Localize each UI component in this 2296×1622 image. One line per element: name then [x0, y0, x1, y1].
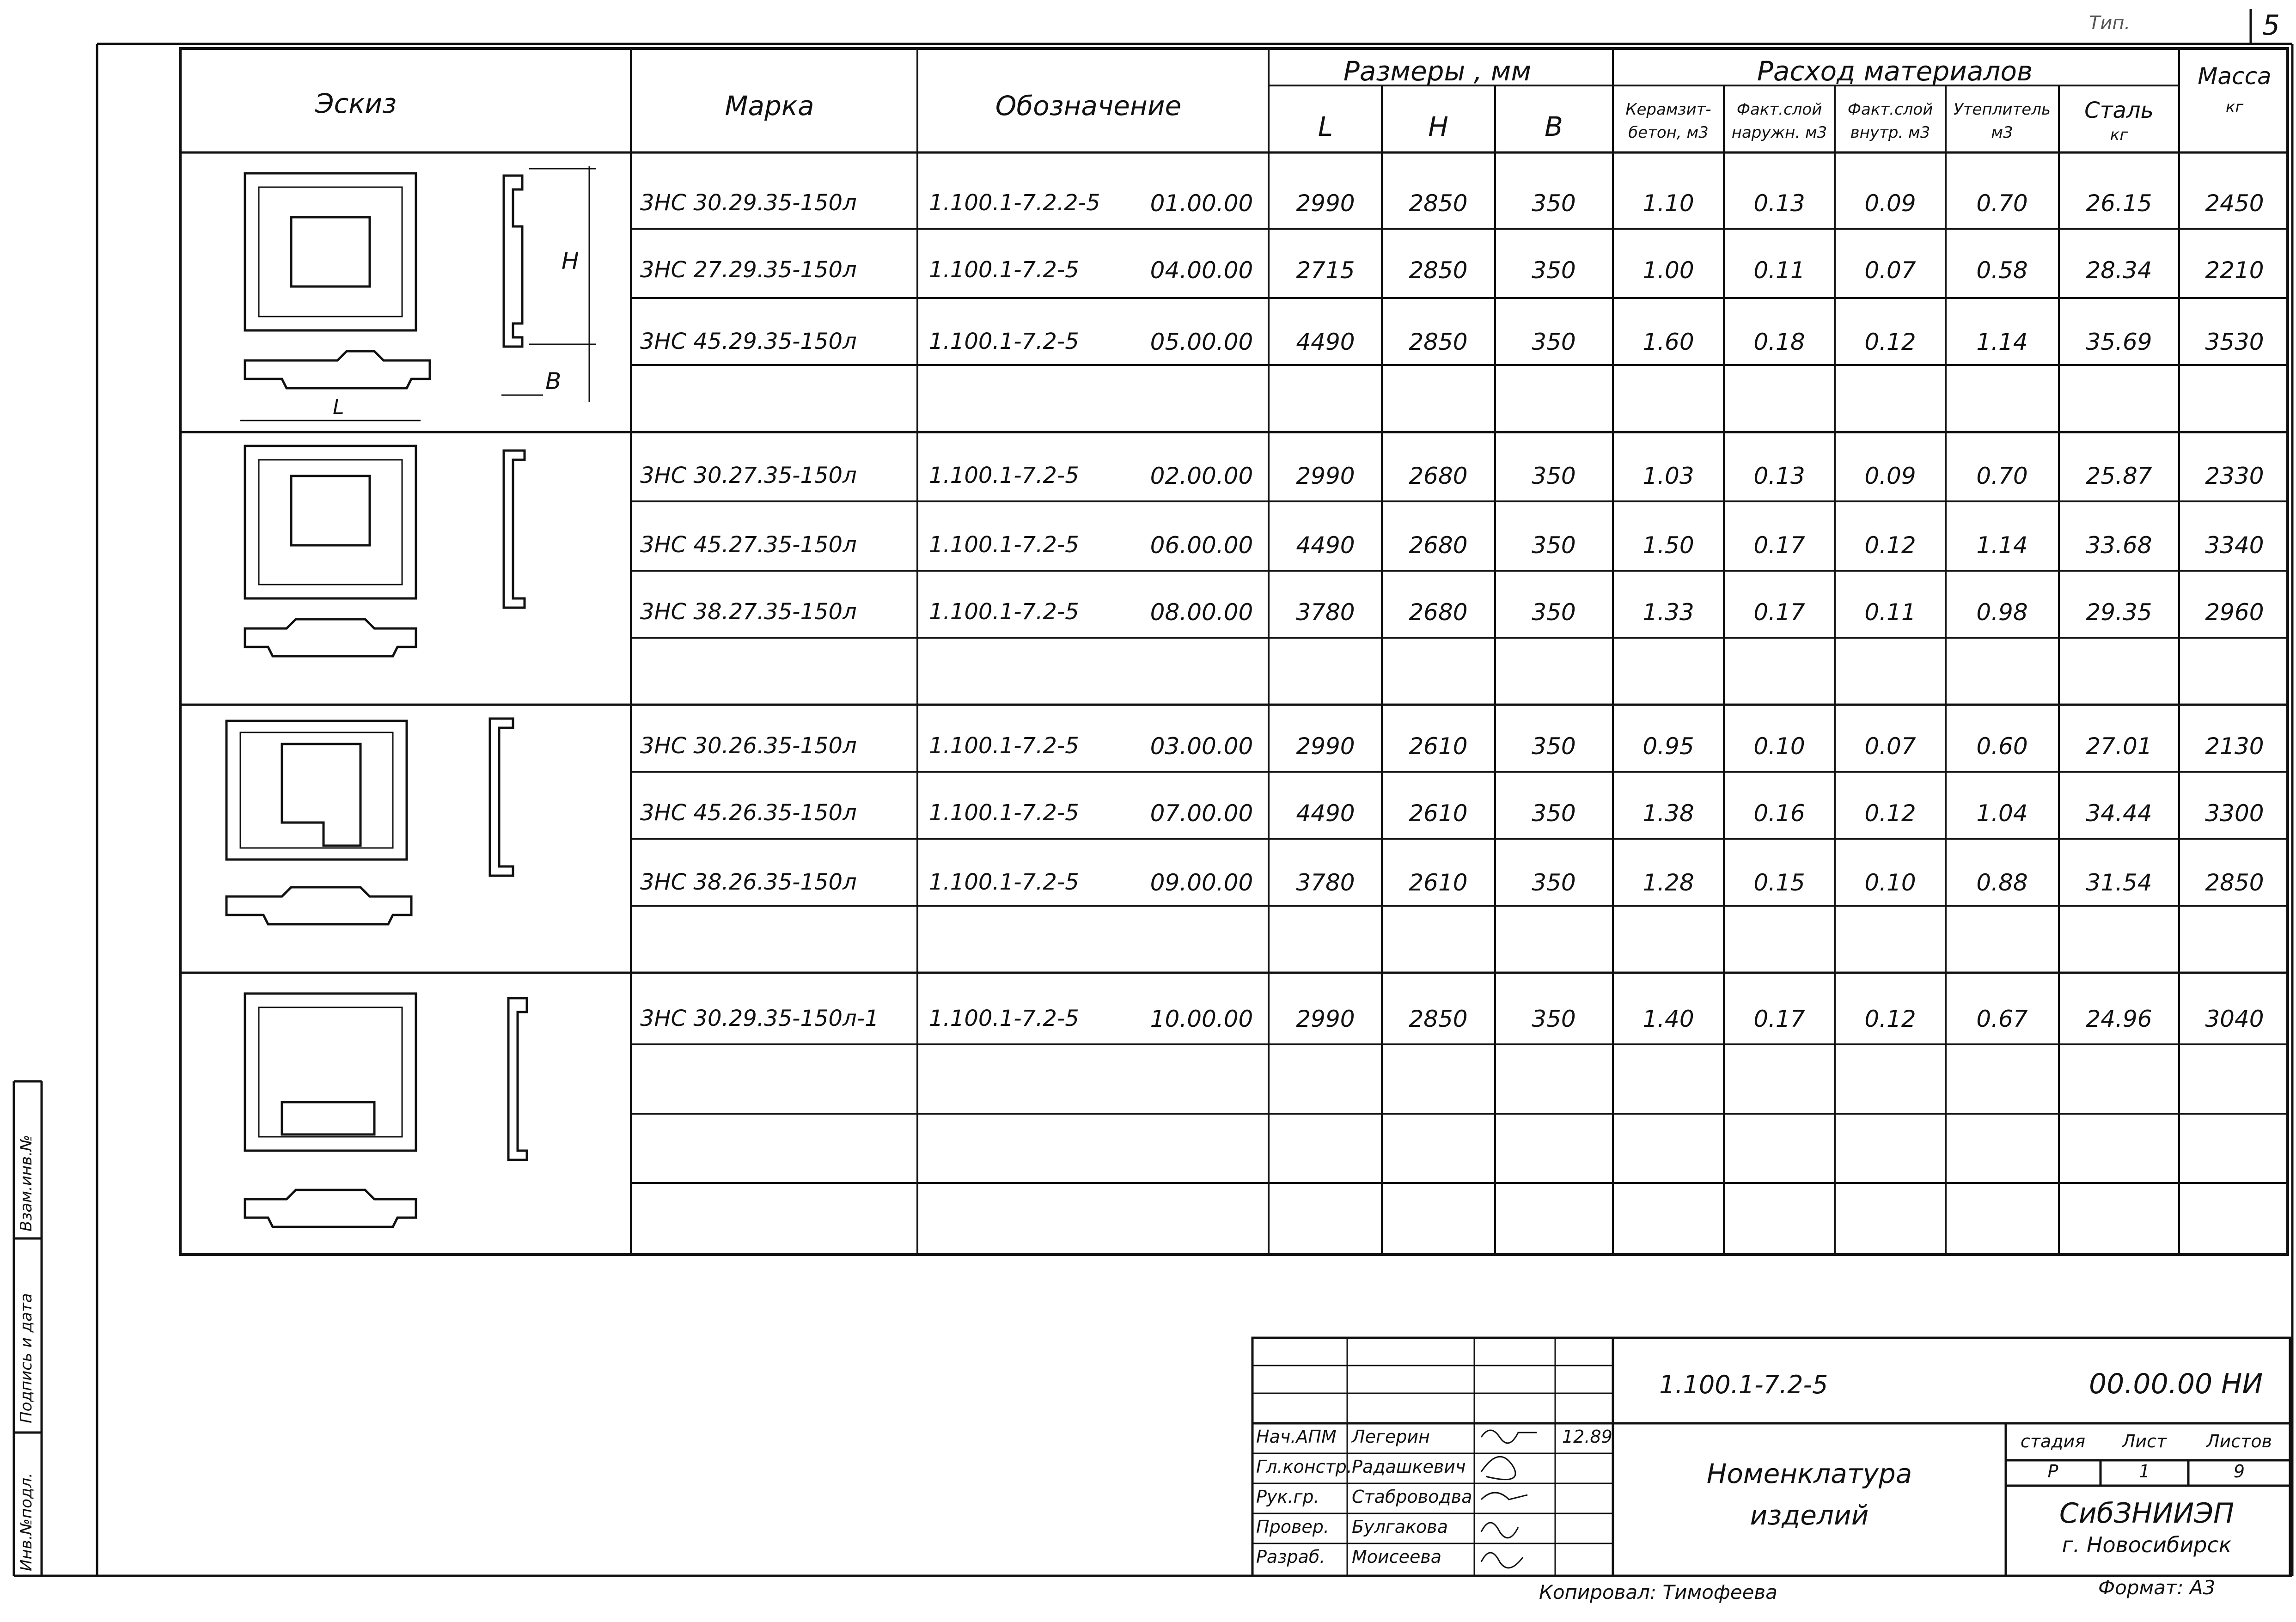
cell-mark: 3НС 45.29.35-150л — [640, 329, 857, 354]
cell-ut: 0.67 — [1976, 1006, 2028, 1032]
cell-ut: 1.14 — [1976, 329, 2028, 355]
cell-fn: 0.17 — [1753, 599, 1805, 626]
cell-B: 350 — [1532, 463, 1576, 489]
cell-L: 2990 — [1296, 463, 1355, 489]
cell-H: 2610 — [1409, 733, 1468, 760]
header-insul-2: м3 — [1991, 123, 2013, 142]
cell-code: 05.00.00 — [1150, 329, 1253, 355]
header-mark: Марка — [725, 90, 814, 122]
copied-by: Копировал: Тимофеева — [1539, 1581, 1777, 1604]
cell-st: 25.87 — [2086, 463, 2152, 489]
cell-fv: 0.12 — [1864, 329, 1916, 355]
stage-label: стадия — [2020, 1431, 2086, 1451]
cell-L: 4490 — [1296, 800, 1355, 827]
cell-B: 350 — [1532, 599, 1576, 626]
cell-code: 07.00.00 — [1150, 800, 1253, 827]
cell-ut: 0.58 — [1976, 257, 2028, 284]
cell-fn: 0.18 — [1753, 329, 1805, 355]
cell-ut: 0.88 — [1976, 869, 2028, 896]
cell-code: 06.00.00 — [1150, 532, 1253, 559]
title-line2: изделий — [1750, 1500, 1869, 1531]
signer-role: Разраб. — [1256, 1547, 1325, 1567]
cell-st: 33.68 — [2086, 532, 2152, 559]
cell-fv: 0.07 — [1864, 257, 1916, 284]
cell-des: 1.100.1-7.2-5 — [929, 800, 1079, 826]
cell-mark: 3НС 30.27.35-150л — [640, 463, 857, 488]
header-steel-2: кг — [2110, 126, 2128, 144]
header-mass-1: Масса — [2198, 63, 2272, 90]
sheets-label: Листов — [2206, 1431, 2272, 1451]
cell-des: 1.100.1-7.2-5 — [929, 532, 1079, 558]
cell-ms: 2850 — [2205, 869, 2264, 896]
cell-mark: 3НС 45.27.35-150л — [640, 532, 857, 558]
cell-des: 1.100.1-7.2-5 — [929, 1006, 1079, 1031]
cell-B: 350 — [1532, 733, 1576, 760]
sheet-value: 1 — [2138, 1461, 2150, 1482]
cell-ms: 3530 — [2205, 329, 2264, 355]
signer-role: Гл.констр. — [1256, 1457, 1352, 1477]
signer-name: Стаброводва — [1352, 1487, 1472, 1507]
cell-ms: 2960 — [2205, 599, 2264, 626]
signature-date: 12.89 — [1562, 1427, 1612, 1447]
header-materials: Расход материалов — [1757, 55, 2033, 87]
cell-ms: 2330 — [2205, 463, 2264, 489]
cell-st: 26.15 — [2086, 190, 2152, 217]
stage-value: Р — [2047, 1461, 2058, 1482]
cell-L: 4490 — [1296, 532, 1355, 559]
cell-L: 2715 — [1296, 257, 1355, 284]
cell-L: 2990 — [1296, 1006, 1355, 1032]
side-vzam: Взам.инв.№ — [17, 1134, 36, 1232]
cell-mark: 3НС 30.29.35-150л-1 — [640, 1006, 879, 1031]
header-dim-l: L — [1318, 111, 1333, 142]
cell-st: 28.34 — [2086, 257, 2152, 284]
cell-B: 350 — [1532, 1006, 1576, 1032]
cell-kb: 1.40 — [1643, 1006, 1694, 1032]
cell-mark: 3НС 30.26.35-150л — [640, 733, 857, 759]
signer-role: Нач.АПМ — [1256, 1427, 1337, 1447]
cell-fn: 0.11 — [1753, 257, 1805, 284]
cell-kb: 1.38 — [1643, 800, 1694, 827]
cell-H: 2850 — [1409, 257, 1468, 284]
cell-kb: 0.95 — [1643, 733, 1694, 760]
doc-code: 1.100.1-7.2-5 — [1659, 1370, 1828, 1399]
cell-st: 27.01 — [2086, 733, 2152, 760]
cell-kb: 1.33 — [1643, 599, 1694, 626]
header-keramzit-1: Керамзит- — [1625, 100, 1711, 119]
cell-B: 350 — [1532, 800, 1576, 827]
cell-des: 1.100.1-7.2-5 — [929, 463, 1079, 488]
cell-H: 2680 — [1409, 463, 1468, 489]
cell-kb: 1.28 — [1643, 869, 1694, 896]
cell-ut: 1.14 — [1976, 532, 2028, 559]
cell-H: 2850 — [1409, 329, 1468, 355]
cell-fv: 0.10 — [1864, 869, 1916, 896]
cell-des: 1.100.1-7.2.2-5 — [929, 190, 1100, 216]
cell-B: 350 — [1532, 329, 1576, 355]
cell-code: 08.00.00 — [1150, 599, 1253, 626]
cell-ut: 0.98 — [1976, 599, 2028, 626]
cell-fv: 0.12 — [1864, 532, 1916, 559]
cell-fn: 0.16 — [1753, 800, 1805, 827]
cell-mark: 3НС 38.26.35-150л — [640, 869, 857, 895]
sheet-code: 00.00.00 НИ — [2089, 1368, 2263, 1400]
sketch-label-l: L — [333, 396, 344, 419]
cell-kb: 1.10 — [1643, 190, 1694, 217]
header-steel-1: Сталь — [2084, 98, 2154, 123]
cell-L: 4490 — [1296, 329, 1355, 355]
signer-name: Радашкевич — [1352, 1457, 1466, 1477]
cell-ut: 0.70 — [1976, 463, 2028, 489]
cell-kb: 1.03 — [1643, 463, 1694, 489]
cell-ms: 3300 — [2205, 800, 2264, 827]
cell-st: 31.54 — [2086, 869, 2152, 896]
signer-name: Моисеева — [1352, 1547, 1442, 1567]
cell-fn: 0.10 — [1753, 733, 1805, 760]
cell-ms: 2130 — [2205, 733, 2264, 760]
cell-code: 03.00.00 — [1150, 733, 1253, 760]
side-podpis: Подпись и дата — [17, 1293, 36, 1423]
cell-des: 1.100.1-7.2-5 — [929, 733, 1079, 759]
header-fakt-vn-1: Факт.слой — [1847, 100, 1933, 119]
cell-L: 2990 — [1296, 190, 1355, 217]
cell-st: 24.96 — [2086, 1006, 2152, 1032]
cell-L: 3780 — [1296, 599, 1355, 626]
cell-B: 350 — [1532, 532, 1576, 559]
signer-role: Рук.гр. — [1256, 1487, 1319, 1507]
org-city: г. Новосибирск — [2062, 1532, 2232, 1557]
signer-name: Булгакова — [1352, 1517, 1448, 1537]
sketch-label-h: H — [562, 248, 579, 274]
cell-fn: 0.13 — [1753, 190, 1805, 217]
sketch-label-b: B — [545, 368, 562, 395]
cell-fv: 0.09 — [1864, 190, 1916, 217]
sheet-label: Лист — [2122, 1431, 2167, 1451]
cell-code: 01.00.00 — [1150, 190, 1253, 217]
cell-fv: 0.07 — [1864, 733, 1916, 760]
cell-H: 2680 — [1409, 599, 1468, 626]
signer-name: Легерин — [1352, 1427, 1430, 1447]
cell-B: 350 — [1532, 190, 1576, 217]
cell-code: 10.00.00 — [1150, 1006, 1253, 1032]
title-line1: Номенклатура — [1706, 1458, 1912, 1489]
cell-ut: 0.60 — [1976, 733, 2028, 760]
cell-H: 2610 — [1409, 869, 1468, 896]
header-fakt-nar-2: наружн. м3 — [1731, 123, 1827, 142]
header-fakt-nar-1: Факт.слой — [1736, 100, 1822, 119]
cell-mark: 3НС 45.26.35-150л — [640, 800, 857, 826]
header-dim-h: H — [1428, 111, 1448, 142]
cell-ut: 0.70 — [1976, 190, 2028, 217]
cell-fv: 0.12 — [1864, 1006, 1916, 1032]
cell-H: 2610 — [1409, 800, 1468, 827]
sheet-number: 5 — [2262, 9, 2280, 42]
cell-H: 2680 — [1409, 532, 1468, 559]
cell-des: 1.100.1-7.2-5 — [929, 599, 1079, 625]
cell-H: 2850 — [1409, 1006, 1468, 1032]
cell-B: 350 — [1532, 869, 1576, 896]
header-fakt-vn-2: внутр. м3 — [1850, 123, 1930, 142]
cell-ms: 2210 — [2205, 257, 2264, 284]
cell-code: 02.00.00 — [1150, 463, 1253, 489]
header-mass-2: кг — [2225, 98, 2244, 116]
cell-code: 04.00.00 — [1150, 257, 1253, 284]
cell-ms: 2450 — [2205, 190, 2264, 217]
header-dimensions: Размеры , мм — [1343, 55, 1532, 87]
header-insul-1: Утеплитель — [1954, 100, 2051, 119]
org-name: СибЗНИИЭП — [2059, 1497, 2235, 1530]
header-keramzit-2: бетон, м3 — [1628, 123, 1709, 142]
cell-kb: 1.00 — [1643, 257, 1694, 284]
corner-note: Тип. — [2089, 12, 2131, 34]
cell-kb: 1.60 — [1643, 329, 1694, 355]
format: Формат: А3 — [2098, 1576, 2216, 1599]
cell-ms: 3040 — [2205, 1006, 2264, 1032]
cell-fn: 0.17 — [1753, 532, 1805, 559]
cell-fv: 0.11 — [1864, 599, 1916, 626]
cell-mark: 3НС 30.29.35-150л — [640, 190, 857, 216]
header-designation: Обозначение — [995, 90, 1182, 122]
cell-code: 09.00.00 — [1150, 869, 1253, 896]
cell-fv: 0.09 — [1864, 463, 1916, 489]
cell-fv: 0.12 — [1864, 800, 1916, 827]
cell-st: 29.35 — [2086, 599, 2152, 626]
cell-des: 1.100.1-7.2-5 — [929, 257, 1079, 283]
cell-fn: 0.15 — [1753, 869, 1805, 896]
cell-kb: 1.50 — [1643, 532, 1694, 559]
cell-fn: 0.13 — [1753, 463, 1805, 489]
cell-st: 34.44 — [2086, 800, 2152, 827]
cell-des: 1.100.1-7.2-5 — [929, 869, 1079, 895]
cell-fn: 0.17 — [1753, 1006, 1805, 1032]
cell-mark: 3НС 27.29.35-150л — [640, 257, 857, 283]
cell-L: 2990 — [1296, 733, 1355, 760]
cell-mark: 3НС 38.27.35-150л — [640, 599, 857, 625]
sheets-value: 9 — [2233, 1461, 2245, 1482]
cell-des: 1.100.1-7.2-5 — [929, 329, 1079, 354]
cell-L: 3780 — [1296, 869, 1355, 896]
header-sketch: Эскиз — [315, 88, 397, 119]
cell-ut: 1.04 — [1976, 800, 2028, 827]
signer-role: Провер. — [1256, 1517, 1329, 1537]
cell-H: 2850 — [1409, 190, 1468, 217]
cell-st: 35.69 — [2086, 329, 2152, 355]
cell-ms: 3340 — [2205, 532, 2264, 559]
cell-B: 350 — [1532, 257, 1576, 284]
side-inv-podl: Инв.№подл. — [17, 1473, 36, 1571]
header-dim-b: B — [1545, 111, 1563, 142]
